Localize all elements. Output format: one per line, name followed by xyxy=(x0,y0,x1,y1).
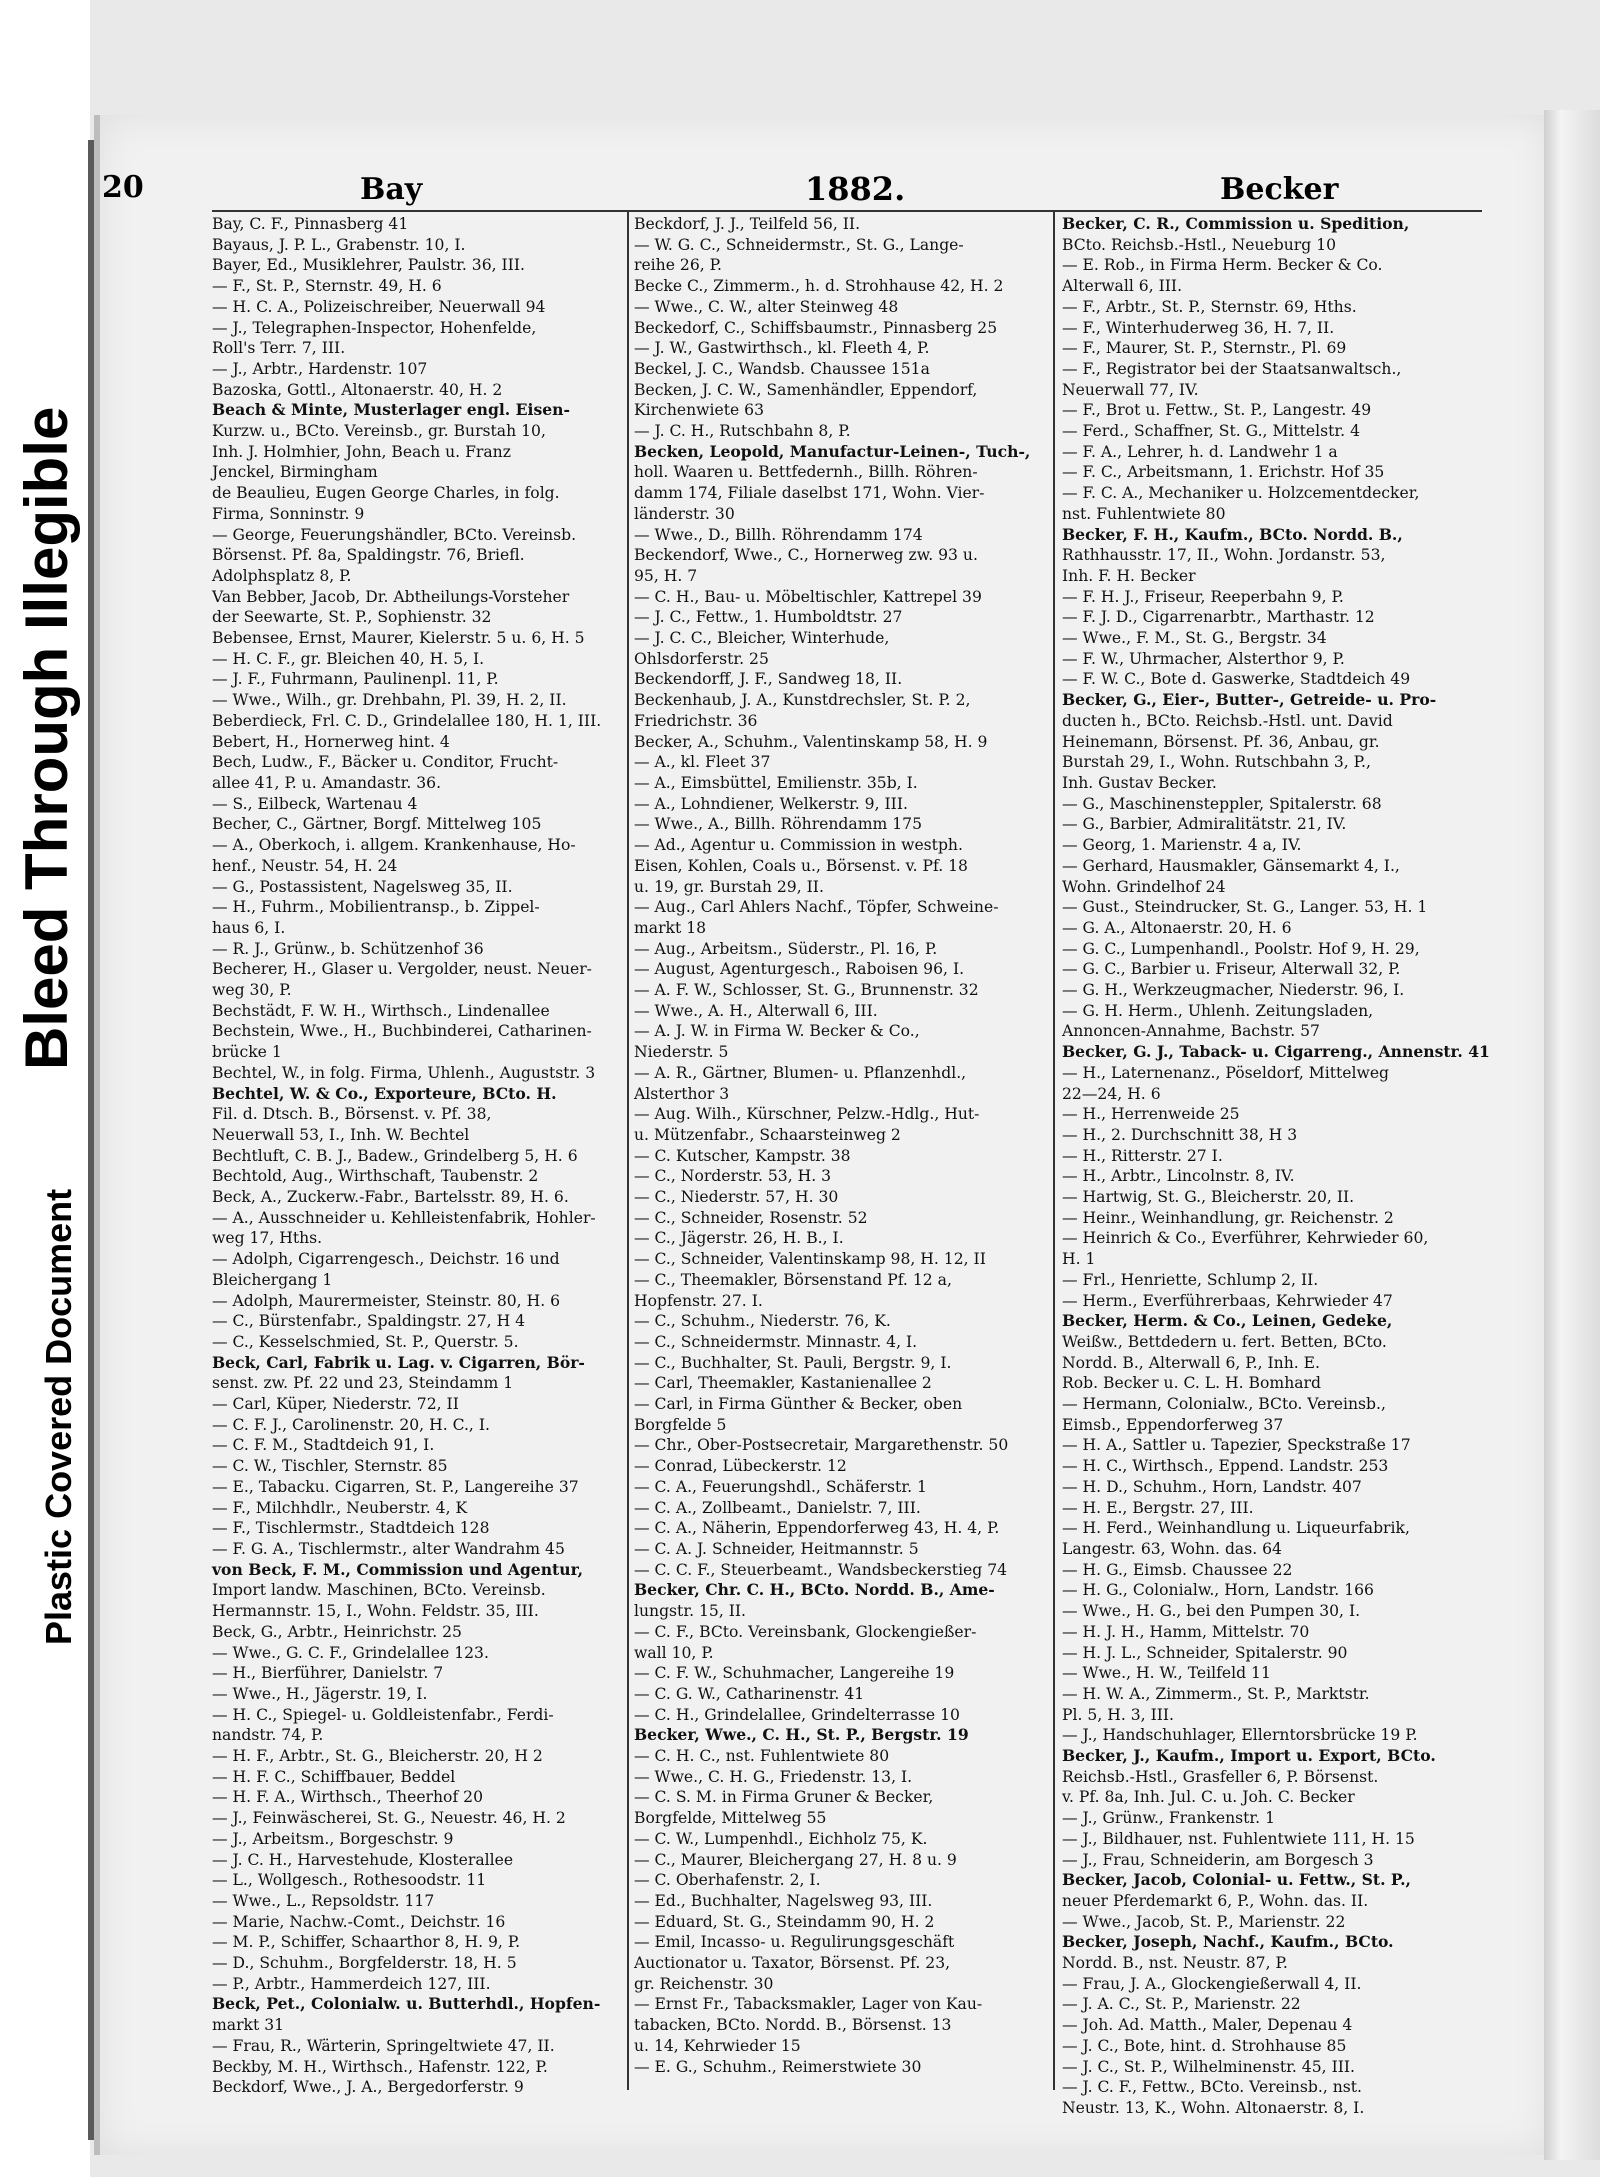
directory-entry: — F., Milchhdlr., Neuberstr. 4, K xyxy=(212,1498,468,1517)
directory-entry: Inh. J. Holmhier, John, Beach u. Franz xyxy=(212,442,511,461)
directory-entry: Kirchenwiete 63 xyxy=(634,401,764,420)
directory-entry: Becker, Jacob, Colonial- u. Fettw., St. P., xyxy=(1062,1870,1411,1890)
directory-entry: — Carl, in Firma Günther & Becker, oben xyxy=(634,1395,963,1414)
directory-entry: — F. W., Uhrmacher, Alsterthor 9, P. xyxy=(1062,649,1345,668)
directory-entry: — G., Maschinensteppler, Spitalerstr. 68 xyxy=(1062,794,1382,813)
directory-entry: — G., Postassistent, Nagelsweg 35, II. xyxy=(212,877,513,896)
directory-entry: — P., Arbtr., Hammerdeich 127, III. xyxy=(212,1974,491,1993)
directory-entry: — F. A., Lehrer, h. d. Landwehr 1 a xyxy=(1062,442,1338,461)
directory-entry: de Beaulieu, Eugen George Charles, in folg. xyxy=(212,484,560,503)
directory-entry: — C., Schuhm., Niederstr. 76, K. xyxy=(634,1312,891,1331)
directory-entry: — F. G. A., Tischlermstr., alter Wandrahm 45 xyxy=(212,1540,565,1558)
directory-entry: Becken, J. C. W., Samenhändler, Eppendorf, xyxy=(634,380,978,399)
directory-entry: Alsterthor 3 xyxy=(634,1084,730,1103)
directory-entry: Becker, Joseph, Nachf., Kaufm., BCto. xyxy=(1062,1932,1394,1952)
directory-entry: allee 41, P. u. Amandastr. 36. xyxy=(212,773,442,792)
directory-entry: u. Mützenfabr., Schaarsteinweg 2 xyxy=(634,1125,901,1144)
directory-entry: — H. C. A., Polizeischreiber, Neuerwall 94 xyxy=(212,297,546,316)
directory-entry: 95, H. 7 xyxy=(634,566,698,585)
directory-entry: — H. D., Schuhm., Horn, Landstr. 407 xyxy=(1062,1477,1362,1496)
directory-entry: — F. C., Arbeitsmann, 1. Erichstr. Hof 35 xyxy=(1062,463,1385,482)
directory-entry: — C. A., Näherin, Eppendorferweg 43, H. 4, P. xyxy=(634,1519,1000,1538)
directory-entry: länderstr. 30 xyxy=(634,504,735,523)
directory-entry: — C. G. W., Catharinenstr. 41 xyxy=(634,1684,865,1703)
directory-entry: Bechstein, Wwe., H., Buchbinderei, Catharinen- xyxy=(212,1022,592,1041)
directory-entry: u. 19, gr. Burstah 29, II. xyxy=(634,877,824,896)
directory-entry: Bechtluft, C. B. J., Badew., Grindelberg 5, H. 6 xyxy=(212,1146,578,1165)
directory-entry: — F., St. P., Sternstr. 49, H. 6 xyxy=(212,277,442,296)
directory-entry: Bechstädt, F. W. H., Wirthsch., Lindenallee xyxy=(212,1001,550,1020)
directory-entry: — C., Niederstr. 57, H. 30 xyxy=(634,1188,839,1207)
directory-entry: — H., 2. Durchschnitt 38, H 3 xyxy=(1062,1125,1298,1144)
directory-entry: — Heinrich & Co., Everführer, Kehrwieder 60, xyxy=(1062,1229,1429,1248)
directory-entry: — Joh. Ad. Matth., Maler, Depenau 4 xyxy=(1062,2016,1353,2035)
directory-entry: — H. Ferd., Weinhandlung u. Liqueurfabrik, xyxy=(1062,1519,1410,1538)
directory-entry: — C. F. J., Carolinenstr. 20, H. C., I. xyxy=(212,1415,490,1434)
directory-entry: Neuerwall 53, I., Inh. W. Bechtel xyxy=(212,1125,470,1144)
directory-entry: Börsenst. Pf. 8a, Spaldingstr. 76, Briefl. xyxy=(212,546,525,565)
directory-entry: Bayaus, J. P. L., Grabenstr. 10, I. xyxy=(212,235,466,254)
directory-entry: weg 17, Hths. xyxy=(212,1229,323,1248)
directory-entry: — H. W. A., Zimmerm., St. P., Marktstr. xyxy=(1062,1684,1370,1703)
directory-entry: Jenckel, Birmingham xyxy=(212,463,378,482)
directory-entry: — Wwe., L., Repsoldstr. 117 xyxy=(212,1891,435,1910)
directory-entry: Weißw., Bettdedern u. fert. Betten, BCto. xyxy=(1062,1332,1387,1351)
directory-entry: — Eduard, St. G., Steindamm 90, H. 2 xyxy=(634,1912,935,1931)
directory-entry: tabacken, BCto. Nordd. B., Börsenst. 13 xyxy=(634,2016,952,2035)
directory-entry: Beckenhaub, J. A., Kunstdrechsler, St. P. 2, xyxy=(634,691,971,710)
directory-entry: Ohlsdorferstr. 25 xyxy=(634,649,769,668)
directory-entry: Hopfenstr. 27. I. xyxy=(634,1291,763,1310)
directory-entry: — J., Arbtr., Hardenstr. 107 xyxy=(212,359,428,378)
directory-entry: — Emil, Incasso- u. Regulirungsgeschäft xyxy=(634,1933,955,1952)
directory-entry: Inh. F. H. Becker xyxy=(1062,566,1196,585)
directory-entry: — Chr., Ober-Postsecretair, Margarethenstr. 50 xyxy=(634,1436,1009,1455)
directory-entry: v. Pf. 8a, Inh. Jul. C. u. Joh. C. Becker xyxy=(1062,1788,1355,1807)
directory-entry: — H. C., Wirthsch., Eppend. Landstr. 253 xyxy=(1062,1457,1389,1476)
directory-entry: — C., Schneider, Valentinskamp 98, H. 12, II xyxy=(634,1250,986,1269)
directory-entry: Becker, G. J., Taback- u. Cigarreng., Annenstr. 41 xyxy=(1062,1042,1490,1062)
directory-entry: — H., Fuhrm., Mobilientransp., b. Zippel- xyxy=(212,898,540,917)
directory-entry: — Wwe., Jacob, St. P., Marienstr. 22 xyxy=(1062,1912,1346,1931)
directory-entry: — H. F. A., Wirthsch., Theerhof 20 xyxy=(212,1788,484,1807)
directory-entry: — A. F. W., Schlosser, St. G., Brunnenstr. 32 xyxy=(634,981,979,1000)
directory-entry: — H. F. C., Schiffbauer, Beddel xyxy=(212,1767,456,1786)
directory-entry: — C., Maurer, Bleichergang 27, H. 8 u. 9 xyxy=(634,1850,957,1869)
directory-entry: — J. F., Fuhrmann, Paulinenpl. 11, P. xyxy=(212,670,499,689)
column-divider xyxy=(627,210,629,2090)
directory-entry: — A., Eimsbüttel, Emilienstr. 35b, I. xyxy=(634,773,918,792)
directory-entry: Neuerwall 77, IV. xyxy=(1062,380,1199,399)
directory-entry: — Wwe., G. C. F., Grindelallee 123. xyxy=(212,1643,489,1662)
directory-entry: — J., Telegraphen-Inspector, Hohenfelde, xyxy=(212,318,537,337)
directory-entry: u. 14, Kehrwieder 15 xyxy=(634,2036,801,2055)
directory-entry: holl. Waaren u. Bettfedernh., Billh. Röhren- xyxy=(634,463,978,482)
directory-column-3 xyxy=(1062,214,1490,2117)
directory-entry: — Ed., Buchhalter, Nagelsweg 93, III. xyxy=(634,1891,933,1910)
directory-entry: Roll's Terr. 7, III. xyxy=(212,339,346,358)
directory-entry: — Wwe., F. M., St. G., Bergstr. 34 xyxy=(1062,629,1327,648)
directory-entry: Pl. 5, H. 3, III. xyxy=(1062,1705,1175,1724)
directory-entry: Inh. Gustav Becker. xyxy=(1062,773,1217,792)
directory-entry: Borgfelde 5 xyxy=(634,1415,727,1434)
directory-entry: — J. A. C., St. P., Marienstr. 22 xyxy=(1062,1995,1301,2014)
directory-entry: Bechtel, W. & Co., Exporteure, BCto. H. xyxy=(212,1083,557,1103)
directory-entry: Bech, Ludw., F., Bäcker u. Conditor, Frucht- xyxy=(212,753,559,772)
directory-entry: — C., Kesselschmied, St. P., Querstr. 5. xyxy=(212,1332,519,1351)
directory-entry: nst. Fuhlentwiete 80 xyxy=(1062,504,1226,523)
directory-entry: Becherer, H., Glaser u. Vergolder, neust. Neuer- xyxy=(212,960,592,979)
directory-entry: Friedrichstr. 36 xyxy=(634,711,758,730)
directory-entry: senst. zw. Pf. 22 und 23, Steindamm 1 xyxy=(212,1374,514,1393)
directory-entry: — Ad., Agentur u. Commission in westph. xyxy=(634,836,963,855)
directory-entry: — H. G., Eimsb. Chaussee 22 xyxy=(1062,1560,1293,1579)
directory-entry: — H. A., Sattler u. Tapezier, Speckstraße 17 xyxy=(1062,1436,1411,1455)
directory-entry: — A., Oberkoch, i. allgem. Krankenhause, Ho- xyxy=(212,836,576,855)
directory-entry: Beckedorf, C., Schiffsbaumstr., Pinnasberg 25 xyxy=(634,318,998,337)
directory-entry: Van Bebber, Jacob, Dr. Abtheilungs-Vorsteher xyxy=(212,587,570,606)
directory-entry: Bechtold, Aug., Wirthschaft, Taubenstr. 2 xyxy=(212,1167,539,1186)
directory-entry: — F. H. J., Friseur, Reeperbahn 9, P. xyxy=(1062,587,1344,606)
directory-entry: — G., Barbier, Admiralitätstr. 21, IV. xyxy=(1062,815,1347,834)
directory-entry: Eimsb., Eppendorferweg 37 xyxy=(1062,1415,1284,1434)
directory-entry: — Georg, 1. Marienstr. 4 a, IV. xyxy=(1062,836,1302,855)
directory-entry: Fil. d. Dtsch. B., Börsenst. v. Pf. 38, xyxy=(212,1105,492,1124)
directory-entry: Becker, C. R., Commission u. Spedition, xyxy=(1062,214,1410,233)
directory-entry: — F., Tischlermstr., Stadtdeich 128 xyxy=(212,1519,490,1538)
directory-entry: — Aug. Wilh., Kürschner, Pelzw.-Hdlg., Hut- xyxy=(634,1105,980,1124)
directory-entry: Bebensee, Ernst, Maurer, Kielerstr. 5 u. 6, H. 5 xyxy=(212,629,585,648)
directory-entry: Wohn. Grindelhof 24 xyxy=(1062,877,1226,896)
directory-entry: — F., Maurer, St. P., Sternstr., Pl. 69 xyxy=(1062,339,1347,358)
directory-entry: Beckel, J. C., Wandsb. Chaussee 151a xyxy=(634,359,930,378)
directory-entry: — J., Bildhauer, nst. Fuhlentwiete 111, H. 15 xyxy=(1062,1829,1415,1848)
header-left-word: Bay xyxy=(360,172,423,207)
directory-entry: Niederstr. 5 xyxy=(634,1043,729,1062)
directory-entry: — Wwe., A., Billh. Röhrendamm 175 xyxy=(634,815,923,834)
directory-entry: Beckendorf, Wwe., C., Hornerweg zw. 93 u. xyxy=(634,546,978,565)
directory-entry: — C., Buchhalter, St. Pauli, Bergstr. 9, I. xyxy=(634,1353,952,1372)
directory-entry: markt 18 xyxy=(634,918,707,937)
directory-entry: Bebert, H., Hornerweg hint. 4 xyxy=(212,732,450,751)
directory-entry: — F., Winterhuderweg 36, H. 7, II. xyxy=(1062,318,1335,337)
directory-entry: — George, Feuerungshändler, BCto. Vereinsb. xyxy=(212,525,577,544)
directory-entry: damm 174, Filiale daselbst 171, Wohn. Vier- xyxy=(634,484,985,503)
directory-entry: — H. E., Bergstr. 27, III. xyxy=(1062,1498,1254,1517)
directory-entry: — Conrad, Lübeckerstr. 12 xyxy=(634,1457,847,1476)
directory-entry: wall 10, P. xyxy=(634,1643,714,1662)
directory-entry: Import landw. Maschinen, BCto. Vereinsb. xyxy=(212,1581,546,1600)
directory-entry: — Frau, J. A., Glockengießerwall 4, II. xyxy=(1062,1974,1362,1993)
directory-entry: — A., kl. Fleet 37 xyxy=(634,753,771,772)
directory-entry: Adolphsplatz 8, P. xyxy=(212,566,352,585)
directory-entry: — Wwe., A. H., Alterwall 6, III. xyxy=(634,1001,878,1020)
directory-entry: — Adolph, Cigarrengesch., Deichstr. 16 und xyxy=(212,1250,560,1269)
directory-entry: nandstr. 74, P. xyxy=(212,1726,324,1745)
directory-column-2 xyxy=(634,214,1044,2094)
directory-entry: brücke 1 xyxy=(212,1043,282,1062)
directory-entry: — G. C., Lumpenhandl., Poolstr. Hof 9, H. 29, xyxy=(1062,939,1420,958)
directory-entry: — J. C., Bote, hint. d. Strohhause 85 xyxy=(1062,2036,1347,2055)
directory-entry: — E. G., Schuhm., Reimerstwiete 30 xyxy=(634,2057,922,2076)
directory-entry: Becker, Chr. C. H., BCto. Nordd. B., Ame- xyxy=(634,1580,995,1600)
directory-entry: Neustr. 13, K., Wohn. Altonaerstr. 8, I. xyxy=(1062,2098,1365,2117)
column-divider xyxy=(1053,210,1055,2090)
directory-entry: — H. G., Colonialw., Horn, Landstr. 166 xyxy=(1062,1581,1374,1600)
directory-entry: henf., Neustr. 54, H. 24 xyxy=(212,856,398,875)
directory-entry: — H. F., Arbtr., St. G., Bleicherstr. 20, H 2 xyxy=(212,1747,543,1766)
directory-entry: Beckdorf, J. J., Teilfeld 56, II. xyxy=(634,215,861,233)
directory-entry: — R. J., Grünw., b. Schützenhof 36 xyxy=(212,939,484,958)
directory-entry: von Beck, F. M., Commission und Agentur, xyxy=(212,1559,584,1579)
directory-entry: — E., Tabacku. Cigarren, St. P., Langereihe 37 xyxy=(212,1477,579,1496)
directory-entry: — C. F. W., Schuhmacher, Langereihe 19 xyxy=(634,1664,955,1683)
directory-entry: — Wwe., H. W., Teilfeld 11 xyxy=(1062,1664,1271,1683)
directory-entry: — C., Bürstenfabr., Spaldingstr. 27, H 4 xyxy=(212,1312,526,1331)
directory-entry: — C. W., Lumpenhdl., Eichholz 75, K. xyxy=(634,1829,928,1848)
directory-entry: — J. C. H., Harvestehude, Klosterallee xyxy=(212,1850,514,1869)
directory-entry: — F., Arbtr., St. P., Sternstr. 69, Hths. xyxy=(1062,297,1357,316)
directory-entry: Annoncen-Annahme, Bachstr. 57 xyxy=(1062,1022,1320,1041)
directory-entry: — C., Theemakler, Börsenstand Pf. 12 a, xyxy=(634,1270,952,1289)
directory-entry: Becker, G., Eier-, Butter-, Getreide- u. Pro- xyxy=(1062,690,1437,710)
directory-entry: Becker, A., Schuhm., Valentinskamp 58, H. 9 xyxy=(634,732,988,751)
directory-entry: — M. P., Schiffer, Schaarthor 8, H. 9, P. xyxy=(212,1933,521,1952)
directory-entry: Burstah 29, I., Wohn. Rutschbahn 3, P., xyxy=(1062,753,1371,772)
directory-entry: — Marie, Nachw.-Comt., Deichstr. 16 xyxy=(212,1912,506,1931)
page-number: 20 xyxy=(102,170,144,205)
directory-entry: Eisen, Kohlen, Coals u., Börsenst. v. Pf. 18 xyxy=(634,856,968,875)
directory-entry: — Frau, R., Wärterin, Springeltwiete 47, II. xyxy=(212,2036,555,2055)
directory-entry: — Adolph, Maurermeister, Steinstr. 80, H. 6 xyxy=(212,1291,561,1310)
directory-entry: Beck, G., Arbtr., Heinrichstr. 25 xyxy=(212,1622,462,1641)
directory-entry: Firma, Sonninstr. 9 xyxy=(212,504,365,523)
directory-entry: — D., Schuhm., Borgfelderstr. 18, H. 5 xyxy=(212,1954,517,1973)
directory-entry: — H., Herrenweide 25 xyxy=(1062,1105,1240,1124)
directory-entry: — H., Arbtr., Lincolnstr. 8, IV. xyxy=(1062,1167,1295,1186)
directory-entry: Alterwall 6, III. xyxy=(1062,277,1183,296)
directory-entry: — F. C. A., Mechaniker u. Holzcementdecker, xyxy=(1062,484,1420,503)
directory-entry: Bayer, Ed., Musiklehrer, Paulstr. 36, III. xyxy=(212,256,525,275)
directory-entry: — F., Registrator bei der Staatsanwaltsch., xyxy=(1062,359,1402,378)
directory-entry: — C., Norderstr. 53, H. 3 xyxy=(634,1167,832,1186)
directory-entry: — G. C., Barbier u. Friseur, Alterwall 32, P. xyxy=(1062,960,1401,979)
directory-entry: Beck, Pet., Colonialw. u. Butterhdl., Hopfen- xyxy=(212,1994,601,2014)
directory-entry: Beck, Carl, Fabrik u. Lag. v. Cigarren, Bör- xyxy=(212,1352,585,1372)
directory-entry: Becker, Wwe., C. H., St. P., Bergstr. 19 xyxy=(634,1725,969,1745)
header-rule xyxy=(212,210,1482,212)
directory-entry: — H., Bierführer, Danielstr. 7 xyxy=(212,1664,444,1683)
page-edge xyxy=(1544,110,1600,2160)
directory-entry: Bleichergang 1 xyxy=(212,1270,333,1289)
directory-entry: — C. H., Grindelallee, Grindelterrasse 10 xyxy=(634,1705,960,1724)
directory-entry: — J., Handschuhlager, Ellerntorsbrücke 19 P. xyxy=(1062,1726,1418,1745)
directory-entry: — C. W., Tischler, Sternstr. 85 xyxy=(212,1457,448,1476)
directory-entry: Kurzw. u., BCto. Vereinsb., gr. Burstah 10, xyxy=(212,422,546,441)
scan-sidebar xyxy=(0,0,90,2177)
directory-entry: — L., Wollgesch., Rothesoodstr. 11 xyxy=(212,1871,487,1890)
directory-entry: Reichsb.-Hstl., Grasfeller 6, P. Börsenst. xyxy=(1062,1767,1379,1786)
directory-entry: — S., Eilbeck, Wartenau 4 xyxy=(212,794,418,813)
directory-entry: — H. J. H., Hamm, Mittelstr. 70 xyxy=(1062,1622,1310,1641)
directory-entry: — Aug., Carl Ahlers Nachf., Töpfer, Schweine- xyxy=(634,898,999,917)
directory-entry: — Carl, Theemakler, Kastanienallee 2 xyxy=(634,1374,932,1393)
directory-entry: Beberdieck, Frl. C. D., Grindelallee 180, H. 1, III. xyxy=(212,711,602,730)
directory-entry: Nordd. B., nst. Neustr. 87, P. xyxy=(1062,1954,1288,1973)
directory-entry: Rob. Becker u. C. L. H. Bomhard xyxy=(1062,1374,1321,1393)
plastic-covered-stamp: Plastic Covered Document xyxy=(38,1188,79,1645)
directory-entry: — Wwe., H., Jägerstr. 19, I. xyxy=(212,1684,428,1703)
directory-entry: — Carl, Küper, Niederstr. 72, II xyxy=(212,1395,459,1414)
directory-entry: gr. Reichenstr. 30 xyxy=(634,1974,774,1993)
directory-entry: Auctionator u. Taxator, Börsenst. Pf. 23, xyxy=(634,1954,951,1973)
directory-entry: — Wwe., D., Billh. Röhrendamm 174 xyxy=(634,525,923,544)
directory-entry: Becker, Herm. & Co., Leinen, Gedeke, xyxy=(1062,1311,1393,1331)
directory-entry: — Hermann, Colonialw., BCto. Vereinsb., xyxy=(1062,1395,1386,1414)
directory-entry: — J., Feinwäscherei, St. G., Neuestr. 46, H. 2 xyxy=(212,1809,566,1828)
directory-entry: — G. A., Altonaerstr. 20, H. 6 xyxy=(1062,918,1292,937)
directory-entry: Beach & Minte, Musterlager engl. Eisen- xyxy=(212,400,570,420)
directory-entry: Hermannstr. 15, I., Wohn. Feldstr. 35, III. xyxy=(212,1602,539,1621)
directory-entry: Becke C., Zimmerm., h. d. Strohhause 42, H. 2 xyxy=(634,277,1004,296)
directory-entry: — C. F., BCto. Vereinsbank, Glockengießer- xyxy=(634,1622,977,1641)
directory-entry: — Frl., Henriette, Schlump 2, II. xyxy=(1062,1270,1319,1289)
directory-entry: — Wwe., Wilh., gr. Drehbahn, Pl. 39, H. 2, II. xyxy=(212,691,567,710)
directory-entry: — C. Kutscher, Kampstr. 38 xyxy=(634,1146,851,1165)
directory-entry: Becker, F. H., Kaufm., BCto. Nordd. B., xyxy=(1062,524,1403,544)
directory-entry: — Heinr., Weinhandlung, gr. Reichenstr. 2 xyxy=(1062,1208,1394,1227)
directory-entry: Bazoska, Gottl., Altonaerstr. 40, H. 2 xyxy=(212,380,503,399)
directory-entry: Borgfelde, Mittelweg 55 xyxy=(634,1809,827,1828)
directory-entry: — C. A. J. Schneider, Heitmannstr. 5 xyxy=(634,1540,919,1558)
directory-entry: — Wwe., H. G., bei den Pumpen 30, I. xyxy=(1062,1602,1361,1621)
directory-entry: — F., Brot u. Fettw., St. P., Langestr. 49 xyxy=(1062,401,1372,420)
directory-entry: Beckdorf, Wwe., J. A., Bergedorferstr. 9 xyxy=(212,2078,524,2097)
directory-entry: H. 1 xyxy=(1062,1250,1096,1269)
directory-entry: Beckendorff, J. F., Sandweg 18, II. xyxy=(634,670,903,689)
directory-entry: — A. R., Gärtner, Blumen- u. Pflanzenhdl., xyxy=(634,1063,967,1082)
directory-entry: Becken, Leopold, Manufactur-Leinen-, Tuch-, xyxy=(634,441,1031,461)
directory-entry: — Herm., Everführerbaas, Kehrwieder 47 xyxy=(1062,1291,1393,1310)
directory-entry: — C., Schneidermstr. Minnastr. 4, I. xyxy=(634,1332,918,1351)
directory-entry: — J. W., Gastwirthsch., kl. Fleeth 4, P. xyxy=(634,339,930,358)
directory-entry: — H., Laternenanz., Pöseldorf, Mittelweg xyxy=(1062,1063,1390,1082)
directory-entry: — C. C. F., Steuerbeamt., Wandsbeckerstieg 74 xyxy=(634,1560,1008,1579)
directory-entry: der Seewarte, St. P., Sophienstr. 32 xyxy=(212,608,492,627)
directory-entry: Becker, J., Kaufm., Import u. Export, BCto. xyxy=(1062,1746,1436,1766)
directory-entry: Langestr. 63, Wohn. das. 64 xyxy=(1062,1540,1282,1558)
directory-entry: — C., Schneider, Rosenstr. 52 xyxy=(634,1208,868,1227)
directory-entry: — August, Agenturgesch., Raboisen 96, I. xyxy=(634,960,965,979)
header-year: 1882. xyxy=(805,170,906,208)
directory-entry: haus 6, I. xyxy=(212,918,286,937)
directory-entry: — H. J. L., Schneider, Spitalerstr. 90 xyxy=(1062,1643,1348,1662)
directory-entry: — E. Rob., in Firma Herm. Becker & Co. xyxy=(1062,256,1383,275)
directory-entry: — H., Ritterstr. 27 I. xyxy=(1062,1146,1223,1165)
directory-entry: — Ferd., Schaffner, St. G., Mittelstr. 4 xyxy=(1062,422,1360,441)
directory-entry: reihe 26, P. xyxy=(634,256,722,275)
directory-entry: — J. C. F., Fettw., BCto. Vereinsb., nst. xyxy=(1062,2078,1363,2097)
directory-entry: — A. J. W. in Firma W. Becker & Co., xyxy=(634,1022,920,1041)
directory-entry: — Gerhard, Hausmakler, Gänsemarkt 4, I., xyxy=(1062,856,1400,875)
directory-entry: — C. Oberhafenstr. 2, I. xyxy=(634,1871,821,1890)
directory-entry: — W. G. C., Schneidermstr., St. G., Lange- xyxy=(634,235,964,254)
directory-entry: Beck, A., Zuckerw.-Fabr., Bartelsstr. 89, H. 6. xyxy=(212,1188,569,1207)
directory-entry: ducten h., BCto. Reichsb.-Hstl. unt. David xyxy=(1062,711,1393,730)
directory-entry: — C., Jägerstr. 26, H. B., I. xyxy=(634,1229,844,1248)
directory-entry: — C. H., Bau- u. Möbeltischler, Kattrepel 39 xyxy=(634,587,982,606)
directory-entry: — C. S. M. in Firma Gruner & Becker, xyxy=(634,1788,934,1807)
directory-entry: — J., Grünw., Frankenstr. 1 xyxy=(1062,1809,1276,1828)
directory-entry: markt 31 xyxy=(212,2016,285,2035)
bleed-through-stamp: Bleed Through Illegible xyxy=(13,406,80,1070)
directory-entry: — G. H. Herm., Uhlenh. Zeitungsladen, xyxy=(1062,1001,1374,1020)
directory-entry: — C. A., Feuerungshdl., Schäferstr. 1 xyxy=(634,1477,927,1496)
directory-entry: neuer Pferdemarkt 6, P., Wohn. das. II. xyxy=(1062,1891,1369,1910)
directory-entry: — J. C., Fettw., 1. Humboldtstr. 27 xyxy=(634,608,903,627)
directory-entry: Bechtel, W., in folg. Firma, Uhlenh., Auguststr. 3 xyxy=(212,1063,596,1082)
directory-entry: Beckby, M. H., Wirthsch., Hafenstr. 122, P. xyxy=(212,2057,548,2076)
directory-entry: — Gust., Steindrucker, St. G., Langer. 53, H. 1 xyxy=(1062,898,1428,917)
header-right-word: Becker xyxy=(1220,172,1339,207)
directory-entry: — J., Frau, Schneiderin, am Borgesch 3 xyxy=(1062,1850,1374,1869)
directory-entry: — G. H., Werkzeugmacher, Niederstr. 96, I. xyxy=(1062,981,1405,1000)
directory-entry: Heinemann, Börsenst. Pf. 36, Anbau, gr. xyxy=(1062,732,1380,751)
directory-entry: — Wwe., C. W., alter Steinweg 48 xyxy=(634,297,899,316)
directory-entry: — H. C., Spiegel- u. Goldleistenfabr., Ferdi- xyxy=(212,1705,554,1724)
directory-entry: — C. A., Zollbeamt., Danielstr. 7, III. xyxy=(634,1498,921,1517)
directory-entry: lungstr. 15, II. xyxy=(634,1602,747,1621)
directory-entry: — H. C. F., gr. Bleichen 40, H. 5, I. xyxy=(212,649,485,668)
directory-entry: — J. C. H., Rutschbahn 8, P. xyxy=(634,422,851,441)
directory-entry: Becher, C., Gärtner, Borgf. Mittelweg 105 xyxy=(212,815,542,834)
directory-entry: — F. J. D., Cigarrenarbtr., Marthastr. 12 xyxy=(1062,608,1375,627)
directory-entry: Bay, C. F., Pinnasberg 41 xyxy=(212,215,409,233)
directory-entry: BCto. Reichsb.-Hstl., Neueburg 10 xyxy=(1062,235,1337,254)
directory-entry: — C. F. M., Stadtdeich 91, I. xyxy=(212,1436,435,1455)
directory-entry: — Wwe., C. H. G., Friedenstr. 13, I. xyxy=(634,1767,913,1786)
directory-entry: — Ernst Fr., Tabacksmakler, Lager von Kau- xyxy=(634,1995,983,2014)
directory-column-1 xyxy=(212,214,622,2097)
directory-entry: — A., Lohndiener, Welkerstr. 9, III. xyxy=(634,794,908,813)
directory-entry: — C. H. C., nst. Fuhlentwiete 80 xyxy=(634,1747,890,1766)
directory-entry: — F. W. C., Bote d. Gaswerke, Stadtdeich 49 xyxy=(1062,670,1411,689)
directory-entry: — A., Ausschneider u. Kehlleistenfabrik, Hohler- xyxy=(212,1208,596,1227)
directory-entry: weg 30, P. xyxy=(212,981,292,1000)
directory-entry: Rathhausstr. 17, II., Wohn. Jordanstr. 53, xyxy=(1062,546,1386,565)
directory-entry: — Aug., Arbeitsm., Süderstr., Pl. 16, P. xyxy=(634,939,938,958)
directory-entry: — Hartwig, St. G., Bleicherstr. 20, II. xyxy=(1062,1188,1355,1207)
directory-entry: — J. C., St. P., Wilhelminenstr. 45, III. xyxy=(1062,2057,1356,2076)
directory-entry: — J. C. C., Bleicher, Winterhude, xyxy=(634,629,890,648)
directory-entry: 22—24, H. 6 xyxy=(1062,1084,1161,1103)
directory-entry: Nordd. B., Alterwall 6, P., Inh. E. xyxy=(1062,1353,1321,1372)
directory-entry: — J., Arbeitsm., Borgeschstr. 9 xyxy=(212,1829,454,1848)
